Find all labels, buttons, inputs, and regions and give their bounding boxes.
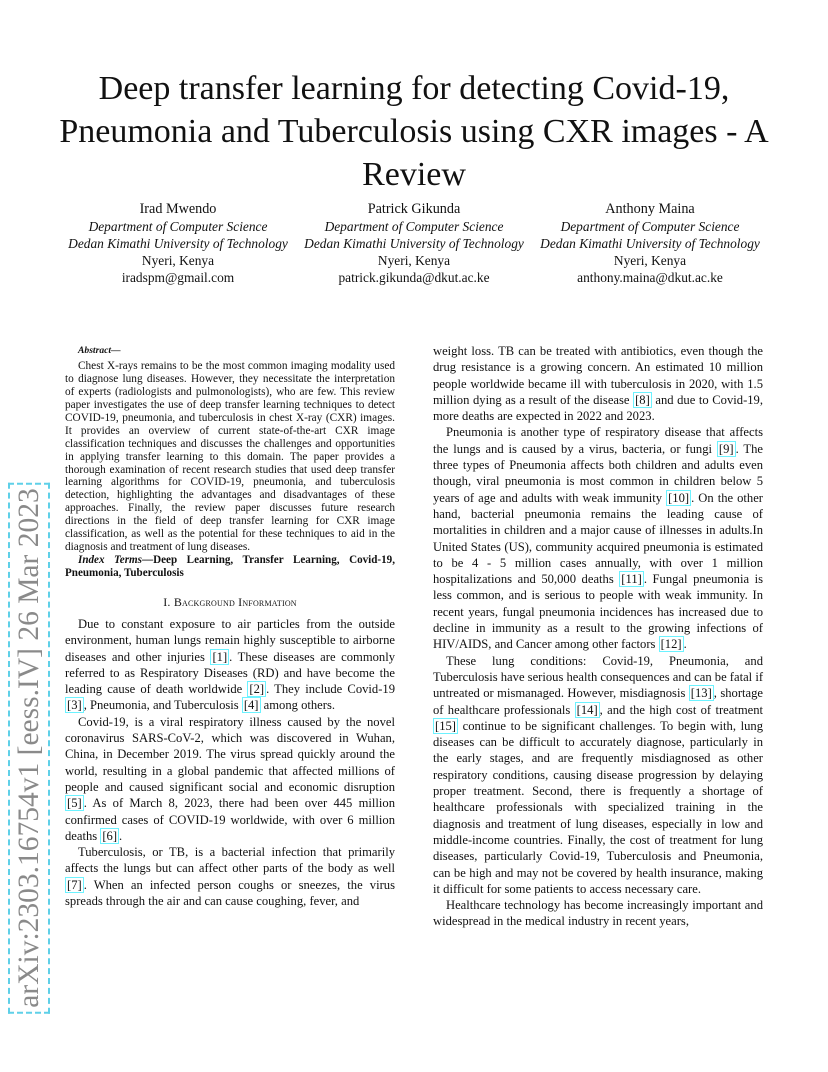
index-terms-text: —Deep Learning, Transfer Learning, Covid-19, Pneumonia, Tuberculosis [65, 553, 395, 579]
paragraph-healthcare-technology [433, 897, 763, 930]
paragraph-text: . As of March 8, 2023, there had been over 445 million confirmed cases of COVID-19 worldwide, with over 6 million deaths [65, 796, 395, 843]
paragraph-pneumonia [433, 424, 763, 652]
paragraph-text: . When an infected person coughs or sneezes, the virus spreads through the air and can cause coughing, fever, and [65, 877, 395, 909]
paragraph-text: Pneumonia is another type of respiratory disease that affects the lungs and is caused by a virus, bacteria, or fungi [433, 425, 763, 456]
paragraph-text: These lung conditions: Covid-19, Pneumonia, and Tuberculosis have serious health consequences and can be fatal if untreated or mismanaged. However, misdiagnosis [433, 653, 764, 701]
paragraph-text: . [683, 637, 687, 652]
citation-link[interactable]: [8] [635, 392, 650, 407]
author-university: Dedan Kimathi University of Technology [68, 236, 288, 251]
paragraph-text: . They include Covid-19 [266, 682, 396, 697]
author-name: Irad Mwendo [139, 201, 217, 217]
author-block [60, 201, 768, 286]
paragraph-text: continue to be significant challenges. To begin with, lung diseases can be difficult to accurately diagnose, particularly in the early stages, and are frequently misdiagnosed as other respiratory conditions, causing disease progression by delaying proper treatment. Second, there is frequently a shortage of healthcare professionals with specialized training in the diagnosis and treatment of lung diseases, especially in low and middle-income countries. Finally, the cost of treatment for lung diseases, particularly Covid-19, Tuberculosis and Pneumonia, can be high and may not be covered by health insurance, making it difficult for some patients to access necessary care. [433, 718, 763, 896]
author-2 [296, 201, 532, 286]
author-email: iradspm@gmail.com [121, 270, 235, 285]
paragraph-text: Due to constant exposure to air particles from the outside environment, human lungs remain highly susceptible to airborne diseases and other injuries [65, 617, 395, 664]
author-3 [532, 201, 768, 286]
author-university: Dedan Kimathi University of Technology [540, 236, 760, 251]
citation-link[interactable]: [13] [690, 686, 712, 701]
arxiv-identifier-stamp [8, 248, 50, 1008]
section-title: Background Information [173, 594, 297, 609]
paragraph-covid [65, 714, 395, 844]
citation-link[interactable]: [12] [660, 637, 682, 652]
paragraph-text: Covid-19, is a viral respiratory illness caused by the novel coronavirus SARS-CoV-2, which was discovered in Wuhan, China, in December 2019. The virus spread quickly around the world, resulting in a global pandemic that affected millions of people and caused significant social and economic disruption [65, 714, 395, 794]
author-university: Dedan Kimathi University of Technology [304, 236, 524, 251]
paragraph-text: , and the high cost of treatment [599, 702, 763, 717]
citation-link[interactable]: [10] [668, 490, 690, 505]
author-email: anthony.maina@dkut.ac.ke [577, 270, 723, 285]
index-terms-label: Index Terms [78, 553, 142, 566]
paragraph-intro [65, 616, 395, 714]
citation-link[interactable]: [15] [435, 718, 456, 733]
author-name: Anthony Maina [605, 201, 695, 217]
citation-link[interactable]: [9] [718, 441, 734, 456]
paragraph-text: among others. [260, 698, 335, 713]
author-location: Nyeri, Kenya [141, 253, 215, 268]
author-location: Nyeri, Kenya [613, 253, 687, 268]
right-column [433, 343, 763, 930]
paragraph-text: . [119, 828, 123, 843]
paragraph-text: . Fungal pneumonia is less common, and is serious to people with weak immunity. In recent years, fungal pneumonia incidences has increased due to decline in immunity as a result to the growing infections of HIV/AIDS, and Cancer among other factors [433, 572, 763, 652]
citation-link[interactable]: [14] [576, 702, 598, 717]
index-terms [65, 554, 395, 580]
paragraph-text: and due to Covid-19, more deaths are expected in 2022 and 2023. [433, 392, 764, 424]
paragraph-text: Healthcare technology has become increasingly important and widespread in the medical industry in recent years, [433, 898, 763, 929]
paragraph-text: . These diseases are commonly referred to as Respiratory Diseases (RD) and have become the leading cause of death worldwide [65, 649, 396, 697]
author-department: Department of Computer Science [88, 219, 268, 234]
citation-link[interactable]: [7] [67, 877, 82, 892]
author-email: patrick.gikunda@dkut.ac.ke [338, 270, 490, 285]
author-name: Patrick Gikunda [367, 201, 461, 217]
author-department: Department of Computer Science [560, 219, 740, 234]
paragraph-text: , Pneumonia, and Tuberculosis [83, 698, 242, 713]
citation-link[interactable]: [4] [243, 698, 259, 713]
author-department: Department of Computer Science [324, 219, 504, 234]
citation-link[interactable]: [6] [102, 828, 118, 843]
section-number: I. [163, 594, 171, 609]
citation-link[interactable]: [11] [621, 572, 642, 587]
citation-link[interactable]: [5] [67, 796, 82, 811]
abstract-heading: Abstract— [78, 345, 121, 356]
abstract-body: Chest X-rays remains to be the most common imaging modality used to diagnose lung diseases. However, they necessitate the interpretation of experts (radiologists and pulmonologists), who are few. This review paper investigates the use of deep transfer learning techniques to detect COVID-19, pneumonia, and tuberculosis in chest X-ray (CXR) images. It provides an overview of current state-of-the-art CXR image classification techniques and discusses the challenges and opportunities in applying transfer learning to this domain. The paper provides a thorough examination of recent research studies that used deep transfer learning algorithms for COVID-19, pneumonia, and tuberculosis detection, highlighting the advantages and disadvantages of these approaches. Finally, the review paper discusses future research directions in the field of deep transfer learning for CXR image classification, as well as the potential for these techniques to aid in the diagnosis and treatment of lung diseases. [65, 360, 395, 553]
paragraph-text: weight loss. TB can be treated with antibiotics, even though the drug resistance is a growing concern. An estimated 10 million people worldwide became ill with tuberculosis in 2020, with 1.5 million dying as a result of the disease [433, 344, 763, 407]
paragraph-tuberculosis [65, 844, 395, 909]
citation-link[interactable]: [1] [212, 649, 228, 664]
paragraph-text: , shortage of healthcare professionals [433, 686, 763, 717]
paragraph-tuberculosis-continued [433, 343, 763, 424]
section-heading [65, 594, 395, 610]
citation-link[interactable]: [2] [249, 682, 265, 697]
paragraph-text: . The three types of Pneumonia affects both children and adults even though, viral pneumonia is most common in children below 5 years of age and adults with weak immunity [433, 441, 764, 505]
arxiv-identifier-text[interactable]: arXiv:2303.16754v1 [eess.IV] 26 Mar 2023 [8, 482, 50, 1013]
paragraph-text: . On the other hand, bacterial pneumonia remains the leading cause of mortalities in children and a major cause of illnesses in adults.In United States (US), community acquired pneumonia is estimated to be 4 - 5 million cases annually, with over 1 million hospitalizations and 50,000 deaths [433, 490, 764, 587]
paper-title: Deep transfer learning for detecting Covid-19, Pneumonia and Tuberculosis using CXR images - A Review [59, 70, 769, 193]
paragraph-text: Tuberculosis, or TB, is a bacterial infection that primarily affects the lungs but can affect other parts of the body as well [65, 845, 395, 876]
author-1 [60, 201, 296, 286]
left-column [65, 343, 395, 909]
citation-link[interactable]: [3] [67, 698, 82, 713]
author-location: Nyeri, Kenya [377, 253, 451, 268]
paragraph-challenges [433, 653, 763, 897]
